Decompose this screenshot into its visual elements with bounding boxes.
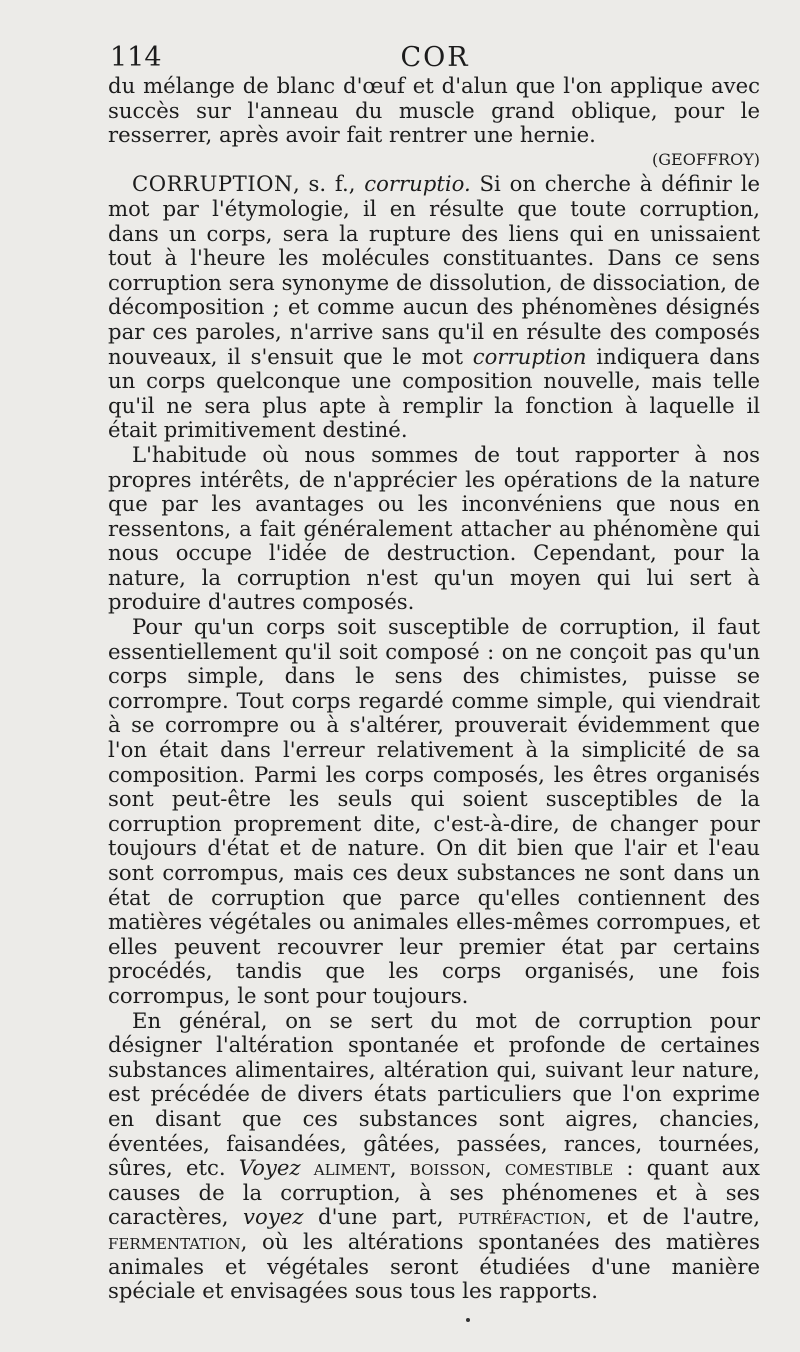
ink-mark [466,1318,470,1322]
running-head: COR [400,42,470,73]
voyez-1: Voyez [238,1155,301,1181]
latin-term: corruptio. [364,171,471,197]
paragraph-3: Pour qu'un corps soit susceptible de corruption, il faut essentiellement qu'il soit composé : on ne conçoit pas qu'un corps simple, dans le sens des chimistes, puisse se corrompre. Tout corps regardé comme simple, qui viendrait à se corrompre ou à s'altérer, prouverait évidemment que l'on était dans l'erreur relativement à la simplicité de sa composition. Parmi les corps composés, les êtres organisés sont peut-être les seuls qui soient susceptibles de la corruption proprement dite, c'est-à-dire, de changer pour toujours d'état et de nature. On dit bien que l'air et l'eau sont corrompus, mais ces deux substances ne sont dans un état de corruption que parce qu'elles contiennent des matières végétales ou animales elles-mêmes corrompues, et elles peuvent recouvrer leur premier état par certains procédés, tandis que les corps organisés, une fois corrompus, le sont pour toujours. [108,614,760,1008]
p4-text-d: , et de l'autre, [585,1204,760,1230]
entry-corruption [108,172,760,443]
p4-text-c: d'une part, [303,1204,459,1230]
p1-text-a: Si on cherche à définir le mot par l'étymologie, il en résulte que toute corruption, dans un corps, sera la rupture des liens qui en unissaient tout à l'heure les molécules constituantes. Dans ce sens corruption sera synonyme de dissolution, de dissociation, de décomposition ; et comme aucun des phénomènes désignés par ces paroles, n'arrive sans qu'il en résulte des composés nouveaux, il s'ensuit que le mot [108,171,761,369]
p1-italic-term: corruption [472,343,587,369]
p4-text-e: , où les altérations spontanées des matières animales et végétales seront étudiées d'une manière spéciale et envisagées sous tous les rapports. [108,1228,760,1304]
cross-ref-aliment: aliment, boisson, comestible [300,1155,614,1181]
paragraph-4 [108,1009,760,1304]
p1-text-b: indiquera dans un corps quelconque une composition nouvelle, mais telle qu'il ne sera plus apte à remplir la fonction à laquelle il était primitivement destiné. [108,343,761,443]
paragraph-2: L'habitude où nous sommes de tout rapporter à nos propres intérêts, de n'apprécier les opérations de la nature que par les avantages ou les inconvéniens que nous en ressentons, a fait généralement attacher au phénomène qui nous occupe l'idée de destruction. Cependant, pour la nature, la corruption n'est qu'un moyen qui lui sert à produire d'autres composés. [108,441,760,615]
cross-ref-fermentation: fermentation [108,1228,241,1254]
p4-text-b: : quant aux causes de la corruption, à ses phénomenes et à ses caractères, [108,1155,761,1230]
author-signature: (GEOFFROY) [652,149,760,169]
grammatical-note: , s. f., [293,171,365,197]
headword: CORRUPTION [132,171,294,197]
body-text [108,74,760,1304]
page-number: 114 [110,42,162,73]
p0-text: du mélange de blanc d'œuf et d'alun que l'on applique avec succès sur l'anneau du muscle grand oblique, pour le resserrer, après avoir fait rentrer une hernie. [108,73,760,148]
paragraph-continuation [108,74,760,172]
voyez-2: voyez [243,1204,304,1230]
p4-text-a: En général, on se sert du mot de corruption pour désigner l'altération spontanée et profonde de certaines substances alimentaires, altération qui, suivant leur nature, est précédée de divers états particuliers que l'on exprime en disant que ces substances sont aigres, chancies, éventées, faisandées, gâtées, passées, rances, tournées, sûres, etc. [108,1007,760,1181]
cross-ref-putrefaction: putréfaction [458,1204,586,1230]
